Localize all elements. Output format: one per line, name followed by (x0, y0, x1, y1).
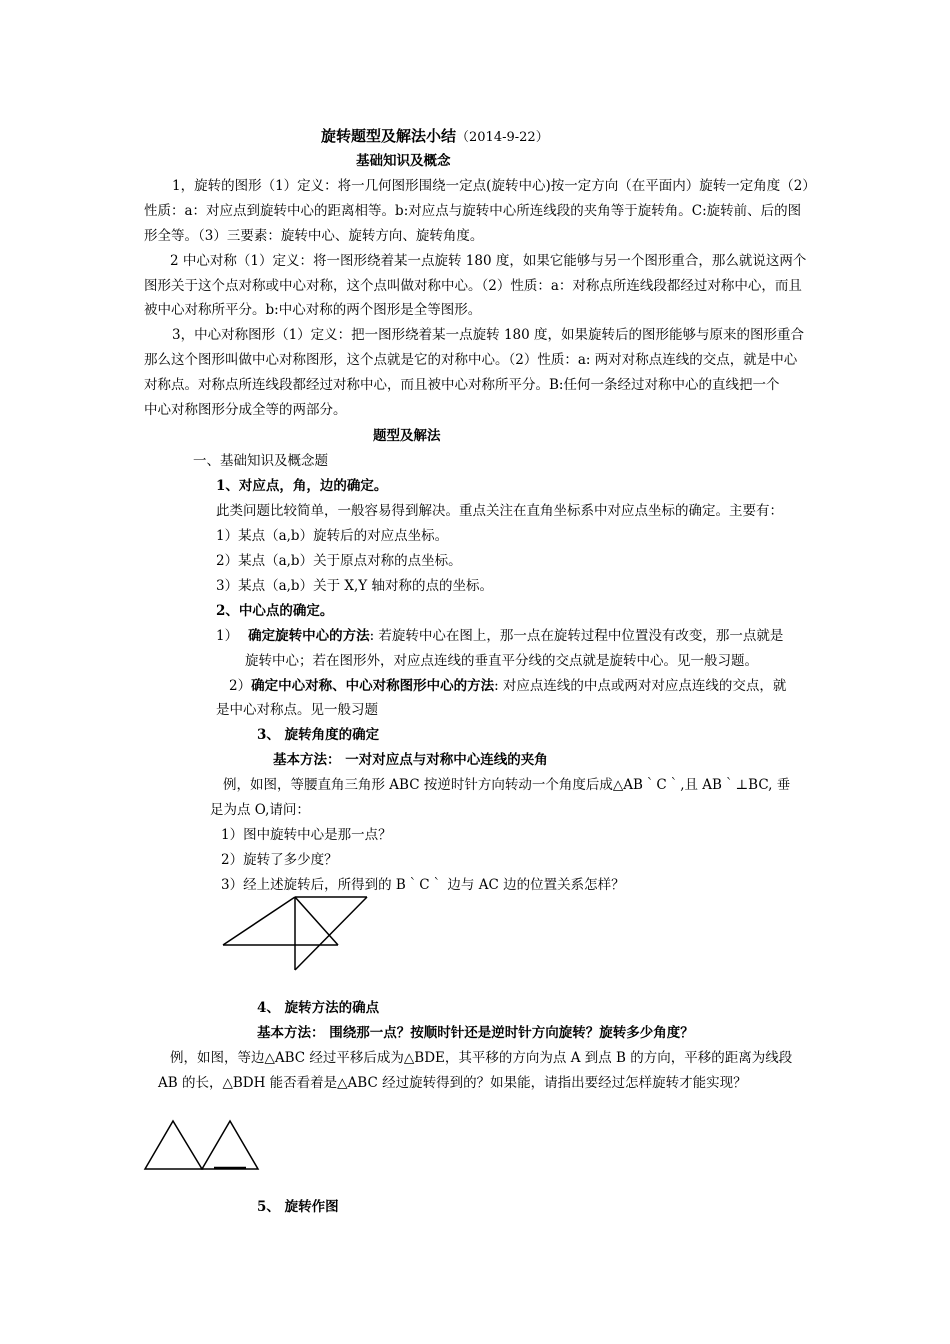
concept2-line2: 图形关于这个点对称或中心对称，这个点叫做对称中心。（2）性质：a：对称点所连线段都经过对称中心，而且 (144, 278, 802, 294)
item2-method2-line1 (229, 677, 786, 695)
item2-title: 2、中心点的确定。 (216, 603, 334, 619)
item3-title: 3、 旋转角度的确定 (257, 727, 380, 743)
fig1-line (223, 897, 295, 945)
item1-list-1: 1）某点（a,b）旋转后的对应点坐标。 (216, 528, 449, 544)
item5-title: 5、 旋转作图 (257, 1199, 339, 1215)
item2-method2-number: 2） (229, 678, 252, 694)
concept1-line2: 性质：a：对应点到旋转中心的距离相等。b:对应点与旋转中心所连线段的夹角等于旋转角。C:旋转前、后的图 (144, 203, 802, 219)
item2-method2-label: 确定中心对称、中心对称图形中心的方法 (251, 678, 495, 694)
section-heading-methods: 题型及解法 (373, 428, 441, 444)
item1-intro: 此类问题比较简单，一般容易得到解决。重点关注在直角坐标系中对应点坐标的确定。主要有： (216, 503, 783, 519)
concept3-line3: 对称点。对称点所连线段都经过对称中心，而且被中心对称所平分。B:任何一条经过对称中心的直线把一个 (144, 377, 780, 393)
item3-method: 基本方法： 一对对应点与对称中心连线的夹角 (273, 752, 548, 768)
concept3-line1: 3，中心对称图形（1）定义：把一图形绕着某一点旋转 180 度，如果旋转后的图形能够与原来的图形重合 (172, 327, 805, 343)
item1-title: 1、对应点，角，边的确定。 (216, 478, 388, 494)
item2-method1-number: 1） (216, 628, 239, 644)
concept1-line1: 1，旋转的图形（1）定义：将一几何图形围绕一定点(旋转中心)按一定方向（在平面内）旋转一定角度（2） (172, 178, 816, 194)
item3-question-1: 1）图中旋转中心是那一点？ (221, 827, 392, 843)
triangle-bde (202, 1121, 258, 1169)
item2-method2-line2: 是中心对称点。见一般习题 (216, 702, 378, 718)
concept3-line2: 那么这个图形叫做中心对称图形，这个点就是它的对称中心。（2）性质：a: 两对对称点连线的交点，就是中心 (144, 352, 798, 368)
fig1-line (295, 897, 367, 970)
concept3-line4: 中心对称图形分成全等的两部分。 (144, 402, 347, 418)
item3-example-line2: 足为点 O,请问： (210, 802, 310, 818)
concept2-line3: 被中心对称所平分。b:中心对称的两个图形是全等图形。 (144, 302, 482, 318)
fig1-line (295, 897, 338, 945)
item2-method1-label: 确定旋转中心的方法 (248, 628, 370, 644)
item2-method1-line1 (216, 627, 783, 645)
item4-example-line1: 例，如图，等边△ABC 经过平移后成为△BDE，其平移的方向为点 A 到点 B 的方向，平移的距离为线段 (170, 1050, 793, 1066)
concept1-line3: 形全等。（3）三要素：旋转中心、旋转方向、旋转角度。 (144, 228, 484, 244)
concept2-line1: 2 中心对称（1）定义：将一图形绕着某一点旋转 180 度，如果它能够与另一个图形重合，那么就说这两个 (170, 253, 807, 269)
section-heading-basics: 基础知识及概念 (356, 153, 451, 169)
triangle-abc (145, 1121, 202, 1169)
item4-method: 基本方法： 围绕那一点？按顺时针还是逆时针方向旋转？旋转多少角度？ (257, 1025, 694, 1041)
part1-heading: 一、基础知识及概念题 (193, 453, 328, 469)
item3-example-line1: 例，如图，等腰直角三角形 ABC 按逆时针方向转动一个角度后成△AB｀C｀,且 AB｀⊥BC, 垂 (223, 777, 791, 793)
item2-method1-text: : 若旋转中心在图上，那一点在旋转过程中位置没有改变，那一点就是 (369, 628, 784, 644)
title-date: （2014-9-22） (456, 130, 549, 145)
item3-question-3: 3）经上述旋转后，所得到的 B｀C｀ 边与 AC 边的位置关系怎样？ (221, 877, 625, 893)
item2-method2-text: : 对应点连线的中点或两对对应点连线的交点，就 (494, 678, 787, 694)
document-title (321, 127, 549, 147)
item2-method1-line2: 旋转中心；若在图形外，对应点连线的垂直平分线的交点就是旋转中心。见一般习题。 (245, 653, 758, 669)
item3-question-2: 2）旋转了多少度？ (221, 852, 338, 868)
item4-title: 4、 旋转方法的确点 (257, 1000, 380, 1016)
item1-list-3: 3）某点（a,b）关于 X,Y 轴对称的点的坐标。 (216, 578, 493, 594)
item1-list-2: 2）某点（a,b）关于原点对称的点坐标。 (216, 553, 462, 569)
item4-example-line2: AB 的长，△BDH 能否看着是△ABC 经过旋转得到的？如果能，请指出要经过怎样旋转才能实现？ (158, 1075, 747, 1091)
title-main: 旋转题型及解法小结 (321, 127, 457, 145)
